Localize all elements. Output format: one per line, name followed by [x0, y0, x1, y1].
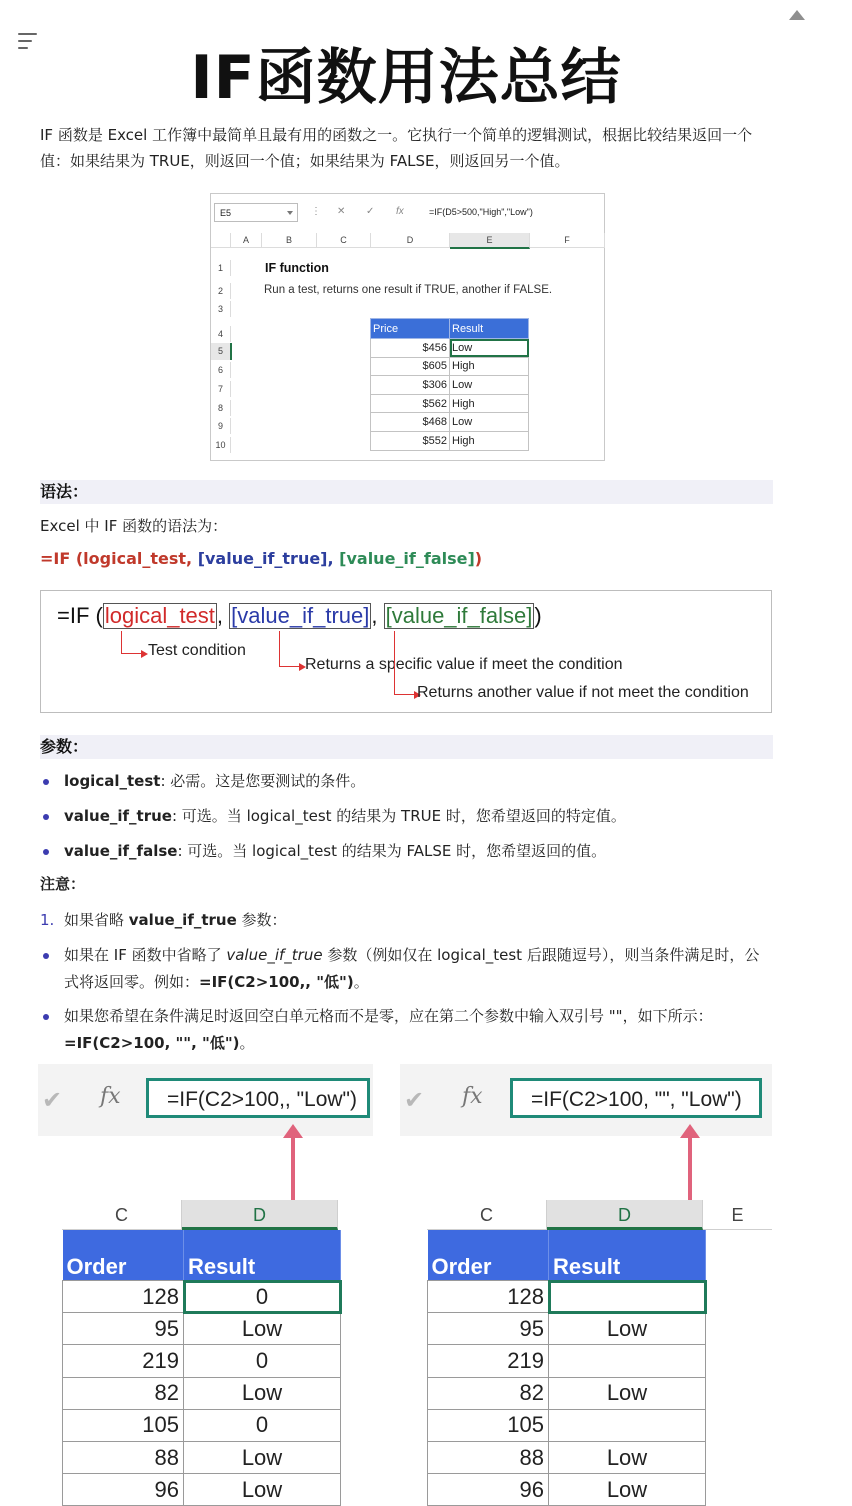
note-code: =IF(C2>100, "", "低") — [64, 1034, 240, 1052]
param-name: value_if_true — [64, 807, 172, 825]
sheet-subheading: Run a test, returns one result if TRUE, another if FALSE. — [264, 284, 553, 296]
note-text: 。 — [239, 1034, 255, 1052]
diagram-logical-test: logical_test — [104, 603, 215, 628]
order-cell: 82 — [63, 1377, 184, 1409]
result-cell: High — [450, 431, 529, 450]
param-name: logical_test — [64, 772, 161, 790]
row-number: 6 — [211, 362, 231, 378]
syntax-value-if-false: [value_if_false] — [339, 549, 475, 568]
order-cell: 128 — [63, 1281, 184, 1313]
table-row — [63, 1441, 341, 1473]
formula-bar: =IF(C2>100,, "Low") — [146, 1078, 370, 1118]
result-cell: 0 — [184, 1409, 341, 1441]
check-icon: ✔ — [404, 1087, 425, 1114]
table-header: Price — [371, 319, 450, 339]
syntax-prefix: =IF ( — [40, 549, 84, 568]
order-cell: 82 — [428, 1377, 549, 1409]
result-cell: Low — [549, 1474, 706, 1506]
note-text: 如果在 IF 函数中省略了 — [64, 946, 227, 964]
page-title: IF函数用法总结 — [190, 43, 622, 113]
note-italic: value_if_true — [226, 946, 323, 964]
row-number-selected: 5 — [211, 343, 232, 360]
result-cell: Low — [549, 1313, 706, 1345]
fx-icon: fx — [462, 1084, 483, 1109]
note-text: 。 — [353, 973, 369, 991]
column-header: C — [62, 1200, 182, 1230]
table-row — [63, 1313, 341, 1345]
check-icon: ✔ — [42, 1087, 63, 1114]
up-arrow-icon — [688, 1136, 692, 1202]
label-returns-true: Returns a specific value if meet the condition — [305, 656, 623, 673]
table-row — [428, 1441, 706, 1473]
row-number: 3 — [211, 301, 231, 317]
table-row — [428, 1474, 706, 1506]
note-text: 如果您希望在条件满足时返回空白单元格而不是零，应在第二个参数中输入双引号 ""，如下所示： — [64, 1007, 713, 1025]
syntax-description: Excel 中 IF 函数的语法为： — [40, 517, 228, 535]
fx-icon: fx — [396, 206, 404, 217]
list-item — [40, 838, 780, 873]
table-row — [428, 1281, 706, 1313]
result-cell: Low — [450, 413, 529, 432]
result-cell: Low — [549, 1377, 706, 1409]
ordered-item-1 — [40, 907, 287, 933]
table-row — [371, 376, 529, 395]
price-cell: $552 — [371, 431, 450, 450]
order-cell: 219 — [428, 1345, 549, 1377]
column-header: C — [317, 233, 371, 248]
table-header: Result — [450, 319, 529, 339]
table-row — [63, 1377, 341, 1409]
note-text: 如果省略 — [64, 911, 129, 929]
order-table — [427, 1230, 706, 1506]
table-row — [371, 339, 529, 358]
table-header: Result — [184, 1230, 341, 1281]
column-header-selected: E — [450, 233, 530, 249]
result-cell: Low — [184, 1313, 341, 1345]
label-returns-false: Returns another value if not meet the condition — [417, 684, 749, 701]
notes-heading: 注意： — [40, 875, 86, 893]
order-cell: 128 — [428, 1281, 549, 1313]
dropdown-icon — [287, 211, 293, 215]
excel-blank-result-screenshot — [400, 1064, 772, 1502]
param-name: value_if_false — [64, 842, 178, 860]
param-desc: : 可选。当 logical_test 的结果为 FALSE 时，您希望返回的值。 — [177, 842, 607, 860]
cancel-icon: ✕ — [337, 206, 346, 217]
result-cell: 0 — [184, 1345, 341, 1377]
table-row — [63, 1474, 341, 1506]
order-table — [62, 1230, 341, 1506]
arrow-icon — [121, 631, 142, 654]
result-cell: High — [450, 394, 529, 413]
price-table — [370, 318, 529, 451]
intro-paragraph: IF 函数是 Excel 工作簿中最简单且最有用的函数之一。它执行一个简单的逻辑测试，根据比较结果返回一个值：如果结果为 TRUE，则返回一个值；如果结果为 FALSE，则返回另一个值。 — [40, 126, 753, 170]
row-number: 1 — [211, 260, 231, 276]
excel-zero-result-screenshot — [38, 1064, 373, 1502]
diagram-value-if-true: [value_if_true] — [231, 603, 370, 628]
table-row — [63, 1345, 341, 1377]
params-list — [40, 768, 780, 873]
diagram-separator: , — [216, 603, 230, 628]
column-header: A — [231, 233, 262, 248]
table-row — [428, 1377, 706, 1409]
row-number: 9 — [211, 418, 231, 434]
diagram-prefix: =IF ( — [57, 603, 103, 628]
result-cell: Low — [184, 1377, 341, 1409]
arrow-icon — [279, 631, 300, 667]
row-number: 10 — [211, 437, 231, 453]
order-cell: 95 — [428, 1313, 549, 1345]
note-bullet-1 — [40, 942, 770, 996]
order-cell: 105 — [428, 1409, 549, 1441]
scroll-to-top-icon[interactable] — [789, 10, 805, 20]
column-header-selected: D — [182, 1200, 338, 1230]
list-item — [40, 803, 780, 838]
column-header: D — [371, 233, 450, 248]
column-header: F — [530, 233, 605, 248]
price-cell: $306 — [371, 376, 450, 395]
arrow-icon — [394, 631, 415, 695]
fx-icon: fx — [100, 1084, 121, 1109]
diagram-separator: , — [371, 603, 384, 628]
corner-cell — [211, 233, 231, 248]
result-cell: Low — [450, 376, 529, 395]
param-desc: : 必需。这是您要测试的条件。 — [160, 772, 366, 790]
list-item — [40, 768, 780, 803]
table-row — [428, 1345, 706, 1377]
column-header: E — [703, 1200, 772, 1230]
name-box: E5 — [214, 203, 298, 222]
note-code: =IF(C2>100,, "低") — [199, 973, 354, 991]
param-desc: : 可选。当 logical_test 的结果为 TRUE 时，您希望返回的特定值。 — [171, 807, 626, 825]
result-cell: Low — [184, 1441, 341, 1473]
formula-bar: =IF(D5>500,"High","Low") — [429, 207, 533, 217]
table-row — [371, 394, 529, 413]
diagram-suffix: ) — [534, 603, 542, 628]
syntax-separator: , — [186, 549, 198, 568]
syntax-value-if-true: [value_if_true] — [197, 549, 328, 568]
column-header-selected: D — [547, 1200, 703, 1230]
label-test-condition: Test condition — [148, 642, 246, 659]
sheet-heading: IF function — [265, 261, 329, 275]
order-cell: 96 — [428, 1474, 549, 1506]
row-number: 8 — [211, 400, 231, 416]
price-cell: $562 — [371, 394, 450, 413]
result-cell-active: 0 — [184, 1281, 341, 1313]
formula-bar: =IF(C2>100, "", "Low") — [510, 1078, 762, 1118]
check-icon: ✓ — [366, 206, 375, 217]
table-row — [428, 1313, 706, 1345]
note-text: 参数（例如仅在 logical_test 后跟随逗号），则当条件满足时，公式将返回零。例如： — [64, 946, 760, 991]
syntax-separator: , — [327, 549, 340, 568]
diagram-value-if-false: [value_if_false] — [385, 603, 533, 628]
result-cell: High — [450, 357, 529, 376]
syntax-diagram — [40, 590, 772, 713]
table-header: Order — [428, 1230, 549, 1281]
result-cell-active: Low — [450, 339, 529, 358]
table-header: Result — [549, 1230, 706, 1281]
row-number: 2 — [211, 283, 231, 299]
result-cell — [549, 1409, 706, 1441]
note-bullet-2 — [40, 1003, 770, 1057]
diagram-formula — [57, 603, 542, 629]
list-number: 1. — [40, 911, 55, 929]
result-cell: Low — [184, 1474, 341, 1506]
section-heading-syntax: 语法： — [40, 480, 773, 504]
table-row — [63, 1281, 341, 1313]
row-number: 7 — [211, 381, 231, 397]
result-cell — [549, 1345, 706, 1377]
more-icon: ⋮ — [311, 206, 321, 217]
order-cell: 219 — [63, 1345, 184, 1377]
result-cell: Low — [549, 1441, 706, 1473]
up-arrow-icon — [291, 1136, 295, 1202]
order-cell: 95 — [63, 1313, 184, 1345]
section-heading-params: 参数： — [40, 735, 773, 759]
table-header: Order — [63, 1230, 184, 1281]
note-text: 参数： — [236, 911, 287, 929]
order-cell: 105 — [63, 1409, 184, 1441]
price-cell: $605 — [371, 357, 450, 376]
price-cell: $468 — [371, 413, 450, 432]
syntax-line — [40, 549, 482, 568]
price-cell: $456 — [371, 339, 450, 358]
syntax-logical-test: logical_test — [83, 549, 187, 568]
syntax-suffix: ) — [474, 549, 483, 568]
result-cell-active — [549, 1281, 706, 1313]
order-cell: 88 — [63, 1441, 184, 1473]
table-row — [371, 357, 529, 376]
table-row — [371, 431, 529, 450]
table-row — [428, 1409, 706, 1441]
excel-if-example-screenshot — [210, 193, 605, 461]
table-row — [371, 413, 529, 432]
column-header: C — [427, 1200, 547, 1230]
order-cell: 96 — [63, 1474, 184, 1506]
order-cell: 88 — [428, 1441, 549, 1473]
note-bold: value_if_true — [128, 911, 237, 929]
table-row — [63, 1409, 341, 1441]
column-header: B — [262, 233, 317, 248]
row-number: 4 — [211, 326, 231, 342]
